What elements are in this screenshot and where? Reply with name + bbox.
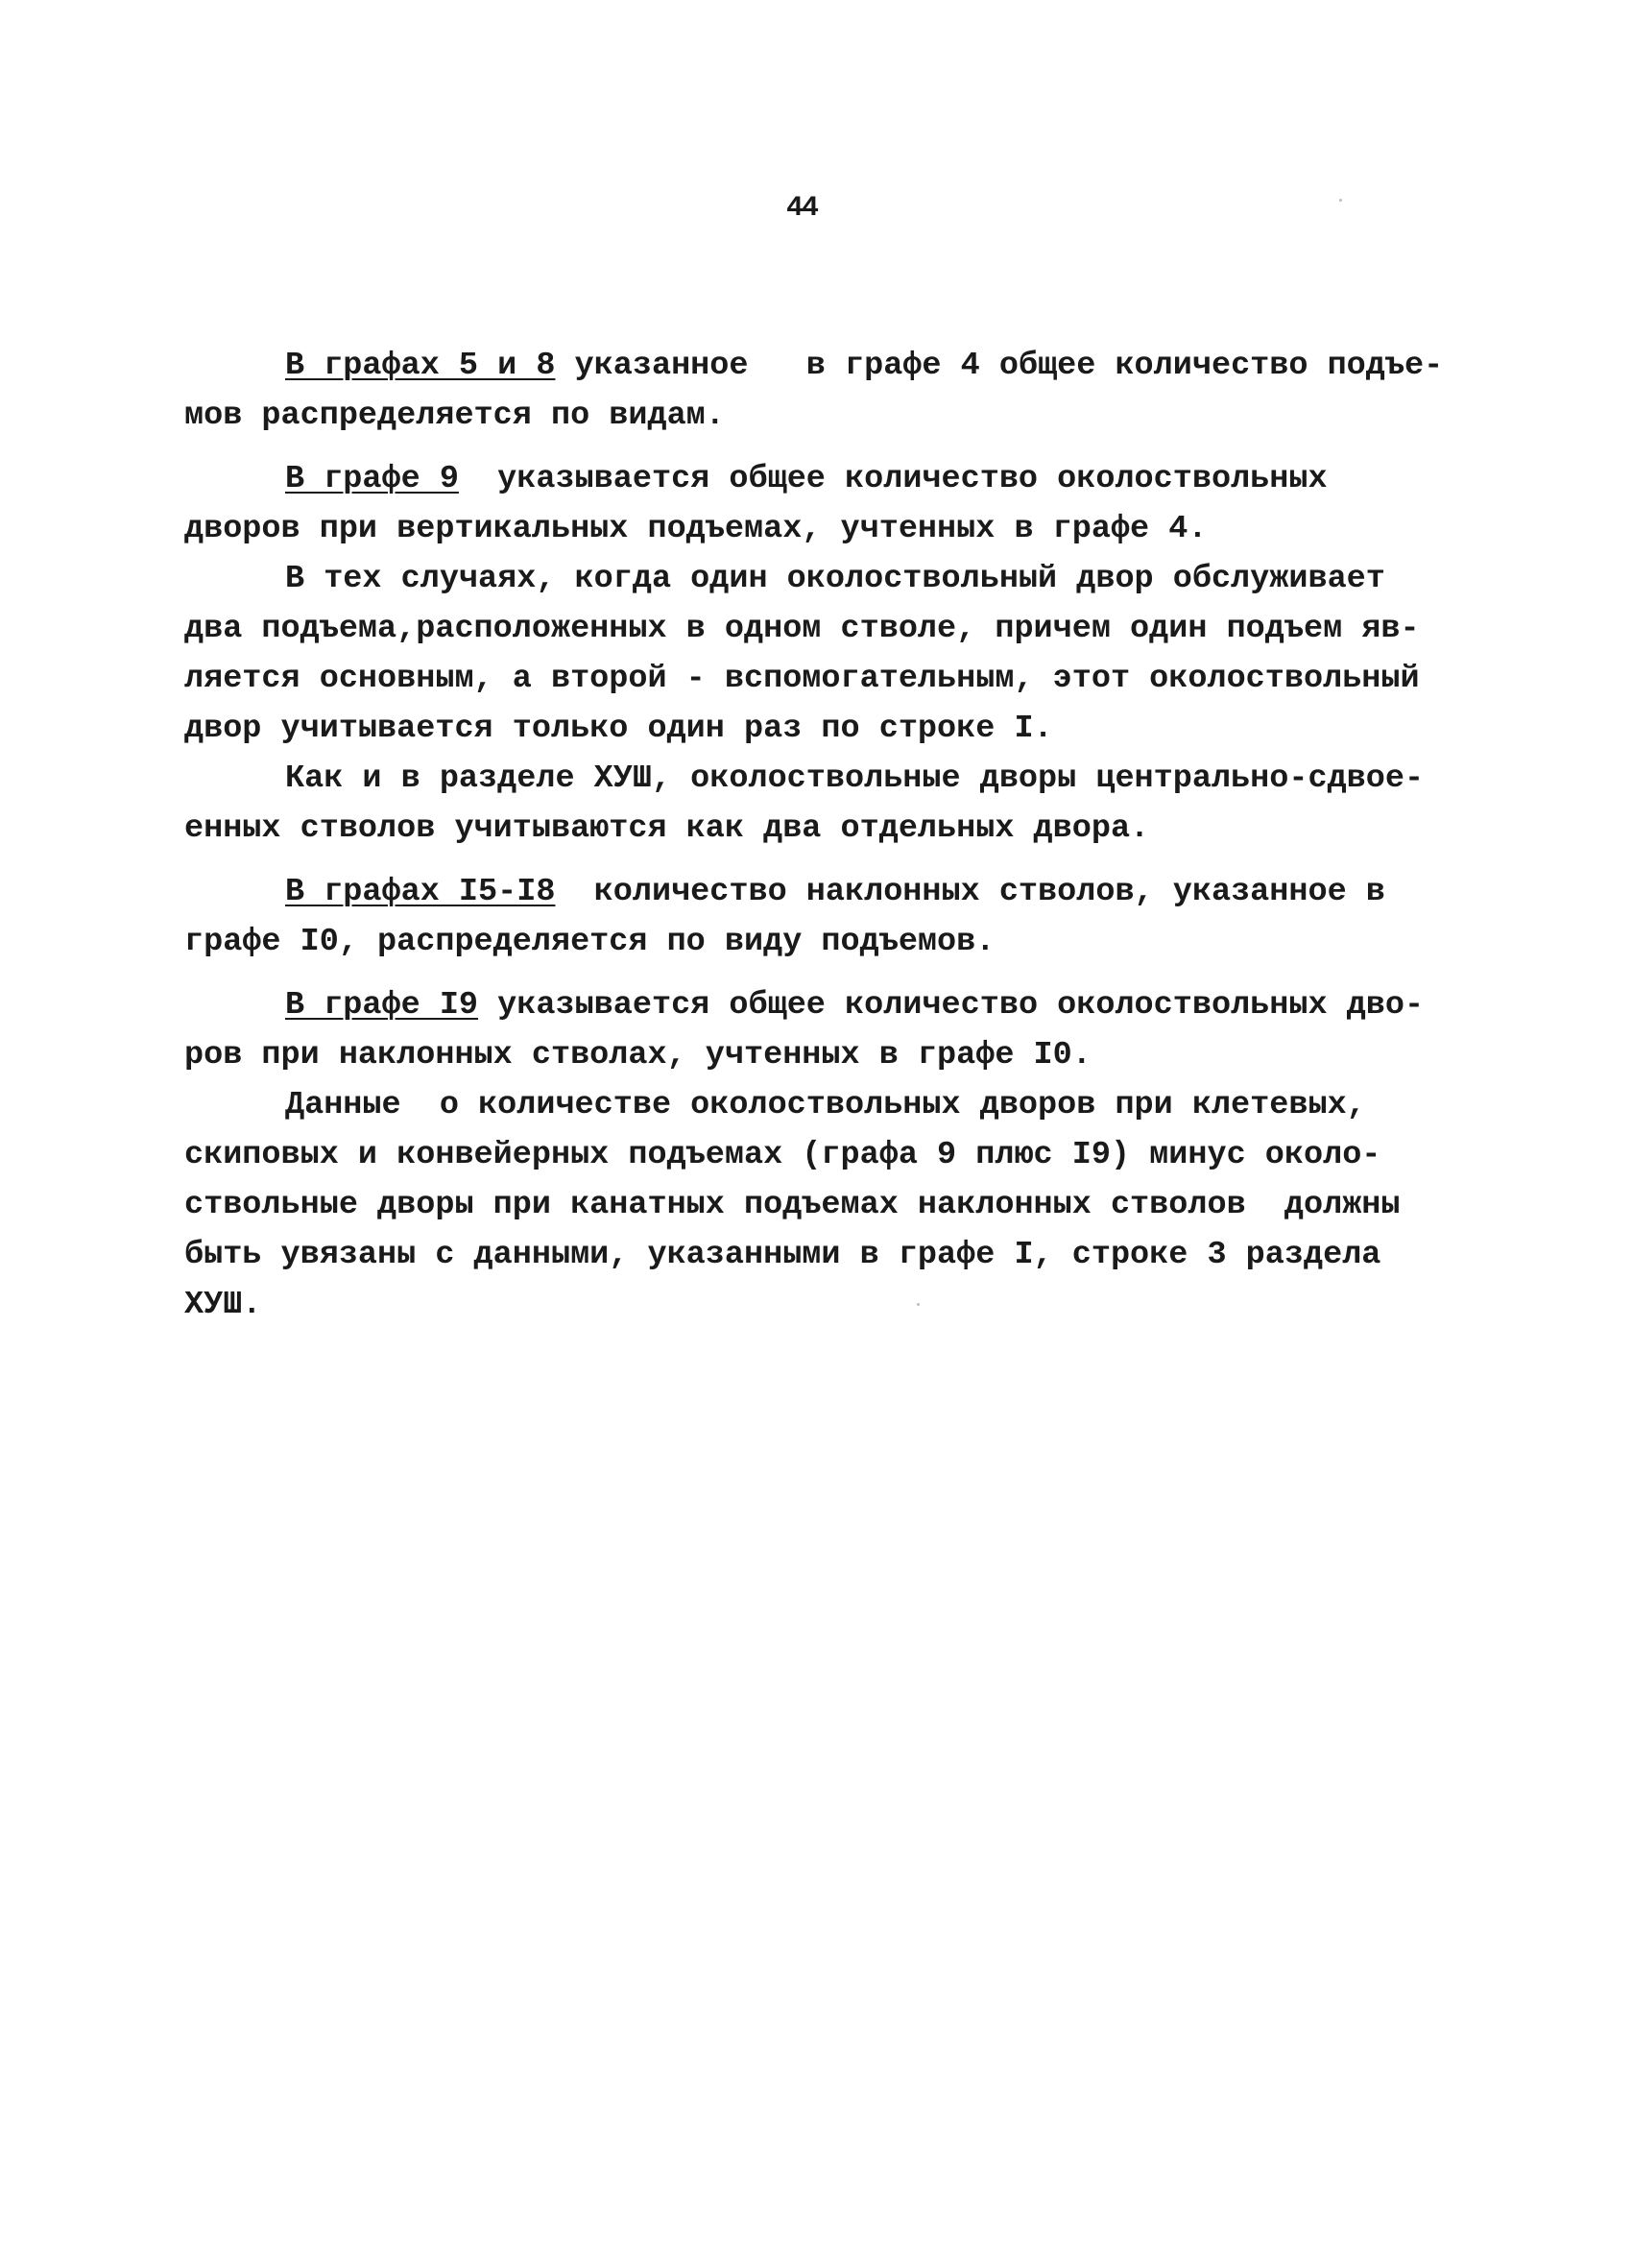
paragraph-line: графе I0, распределяется по виду подъемов. — [184, 924, 996, 960]
paragraph-text: количество наклонных стволов, указанное в — [555, 874, 1385, 910]
page-number: 44 — [785, 192, 817, 225]
paragraph-line — [184, 454, 1500, 504]
paragraph-line: быть увязаны с данными, указанными в графе I, строке 3 раздела — [184, 1237, 1381, 1273]
paragraph-line: енных стволов учитываются как два отдельных двора. — [184, 810, 1150, 847]
paragraph-line: ствольные дворы при канатных подъемах наклонных стволов должны — [184, 1187, 1401, 1223]
paragraph-section-reference — [184, 754, 1500, 854]
column-reference: В графах I5-I8 — [285, 874, 556, 910]
scan-speck — [1339, 199, 1342, 202]
paragraph-line: В тех случаях, когда один околоствольный двор обслуживает — [285, 561, 1385, 597]
paragraph-line: ХУШ. — [184, 1287, 262, 1323]
column-reference: В графе 9 — [285, 461, 459, 497]
paragraph-line: Как и в разделе ХУШ, околоствольные дворы центрально-сдвое- — [285, 760, 1425, 797]
paragraph-column-19 — [184, 980, 1500, 1080]
paragraph-line: Данные о количестве околоствольных дворов при клетевых, — [285, 1087, 1366, 1123]
column-reference: В графе I9 — [285, 987, 479, 1024]
paragraph-line — [184, 867, 1500, 917]
paragraph-text: указывается общее количество околоствольных — [458, 461, 1328, 497]
paragraph-shared-yard — [184, 554, 1500, 754]
document-body — [184, 341, 1500, 1330]
paragraph-line — [184, 980, 1500, 1030]
paragraph-line: ляется основным, а второй - вспомогательным, этот околоствольный — [184, 661, 1420, 697]
paragraph-line: ров при наклонных стволах, учтенных в графе I0. — [184, 1037, 1092, 1074]
paragraph-line: двор учитывается только один раз по строке I. — [184, 711, 1053, 747]
paragraph-columns-5-8 — [184, 341, 1500, 441]
paragraph-line: два подъема,расположенных в одном стволе, причем один подъем яв- — [184, 611, 1420, 647]
paragraph-text: указывается общее количество околоствольных дво- — [478, 987, 1425, 1024]
paragraph-line: дворов при вертикальных подъемах, учтенных в графе 4. — [184, 511, 1208, 547]
paragraph-column-9 — [184, 454, 1500, 554]
paragraph-data-consistency — [184, 1080, 1500, 1330]
paragraph-line: мов распределяется по видам. — [184, 398, 725, 434]
paragraph-line: скиповых и конвейерных подъемах (графа 9 плюс I9) минус около- — [184, 1137, 1381, 1173]
paragraph-line — [184, 341, 1500, 391]
paragraph-text: указанное в графе 4 общее количество подъе- — [555, 348, 1444, 384]
paragraph-columns-15-18 — [184, 867, 1500, 967]
column-reference: В графах 5 и 8 — [285, 348, 556, 384]
scan-speck — [917, 1303, 920, 1306]
